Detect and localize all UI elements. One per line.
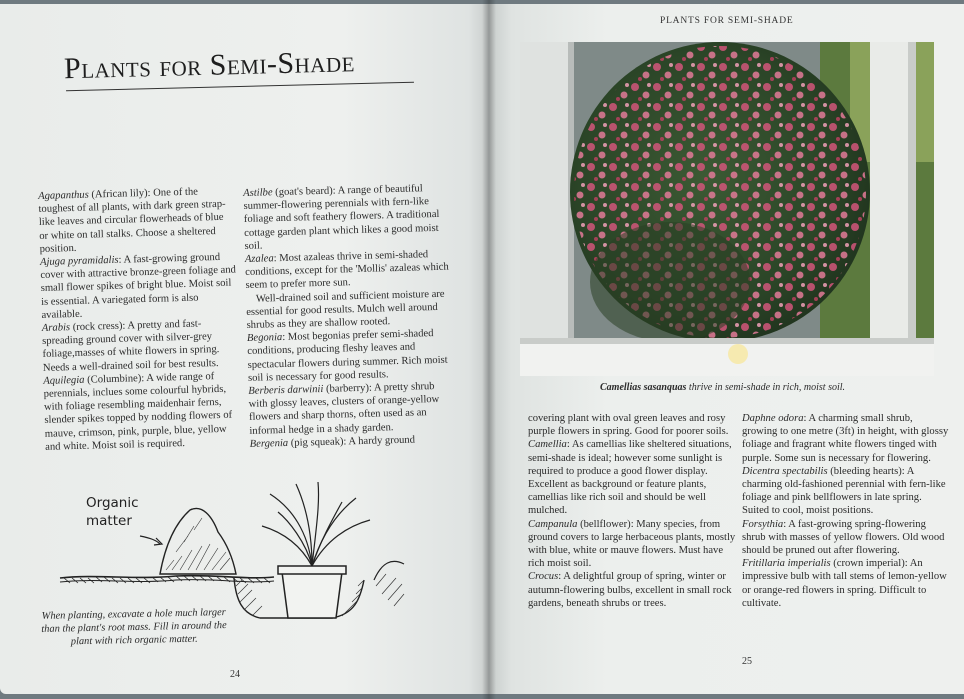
entry-term: Aquilegia [43,374,85,387]
entry-term: Ajuga pyramidalis [39,254,119,268]
entry-text: (goat's beard): A range of beautiful summer-flowering perennials with fern-like foliage and soft feathery flowers. A traditional cottage garden plant which likes a good moist soil. [243,183,440,252]
page-number: 24 [230,669,240,680]
entry [245,248,452,293]
entry-term: Forsythia [742,518,784,530]
entry-text: : A delightful group of spring, winter or autumn-flowering bulbs, excellent in small rock gardens, beneath shrubs or trees. [528,571,732,609]
book-gutter [482,0,496,699]
entry-text: : A fast-growing ground cover with attractive bronze-green foliage and small flower spikes of bright blue. Moist soil is essential. A variegated form is also available. [40,251,237,321]
entry [248,380,455,438]
entry-term: Arabis [41,322,71,334]
entry-text: (pig squeak): A hardy ground [288,434,416,449]
entry-text: covering plant with oval green leaves and rosy purple flowers in spring. Good for poorer soils. [528,413,729,438]
entry [42,317,239,375]
entry-text: : A fast-growing spring-flowering shrub with masses of yellow flowers. Old wood should be pruned out after flowering. [742,518,945,557]
right-page [488,4,964,694]
left-column-1 [38,185,241,454]
caption-species: Camellias sasanquas [600,382,687,393]
entry-term: Crocus [528,571,559,583]
entry [43,369,241,454]
entry-text: : Most begonias prefer semi-shaded conditions, producing fleshy leaves and spectacular flowers during summer. Rich moist soil is necessary for good results. [247,328,448,384]
entry [38,185,236,256]
right-column-1 [528,412,736,610]
entry-text: : As camellias like sheltered situations, semi-shade is ideal; however some sunlight is required to produce a good flower display. Excellent as background or feature plants, camellias like rich soil and should be well mulched. [528,439,732,517]
entry-text: (African lily): One of the toughest of all plants, with dark green strap-like leaves and circular flowerheads of blue or white on tall stalks. Choose a sheltered position. [38,186,226,255]
entry [246,287,453,332]
entry [247,327,454,385]
page-title: Plants for Semi-Shade [63,45,356,86]
entry [40,251,238,322]
entry-text: : A charming small shrub, growing to one metre (3ft) in height, with glossy foliage and fragrant white flowers tinged with purple. Some sun is necessary for flowering. [742,413,949,464]
page-number: 25 [742,656,752,667]
entry-text: (Columbine): A wide range of perennials, inclues some colourful hybrids, with foliage resembling maidenhair ferns, slender spikes topped by nodding flowers of mauve, crimson, pink, purple, blue, yellow and white. Moist soil is required. [43,370,233,453]
entry [528,518,736,571]
entry [243,182,451,253]
entry [742,557,950,610]
running-head: PLANTS FOR SEMI-SHADE [660,16,794,26]
left-page [0,4,488,694]
photo-caption [600,382,845,393]
illustration-caption: When planting, excavate a hole much larger than the plant's root mass. Fill in around the plant with rich organic matter. [41,607,227,648]
entry-text: (bleeding hearts): A charming old-fashioned perennial with fern-like foliage and pink bellflowers in late spring. Suited to cool, moist positions. [742,465,946,517]
entry-term: Berberis darwinii [248,384,324,397]
entry [742,465,950,518]
entry-term: Astilbe [243,187,273,199]
entry-term: Dicentra spectabilis [742,465,828,477]
entry [528,438,736,517]
entry-term: Fritillaria imperialis [742,558,831,570]
entry-term: Bergenia [249,437,289,450]
right-column-2 [742,412,950,610]
entry-term: Azalea [244,253,274,265]
entry-term: Begonia [246,332,283,345]
entry-text: (rock cress): A pretty and fast-spreading ground cover with silver-grey foliage,masses of white flowers in spring. Needs a well-drained soil for best results. [42,318,220,374]
entry-text: : Most azaleas thrive in semi-shaded conditions, except for the 'Mollis' azaleas which seem to prefer more sun. [245,249,449,292]
entry-term: Camellia [528,439,567,451]
entry [528,412,736,438]
entry [742,518,950,558]
entry [528,570,736,610]
entry-text: (crown imperial): An impressive bulb with tall stems of lemon-yellow or orange-red flowers in spring. Difficult to cultivate. [742,558,947,609]
entry-text: (bellflower): Many species, from ground covers to large herbaceous plants, mostly with blue, white or mauve flowers. Must have rich moist soil. [528,518,736,570]
left-column-2 [243,182,456,451]
camellia-photo [520,42,934,376]
organic-matter-label: Organic matter [86,495,139,529]
entry-text: Well-drained soil and sufficient moisture are essential for good results. Mulch well around shrubs as they are shallow rooted. [246,288,445,331]
entry-text: (barberry): A pretty shrub with glossy leaves, clusters of orange-yellow flowers and sharp thorns, often used as an informal hedge in a shady garden. [248,381,440,437]
caption-text: thrive in semi-shade in rich, moist soil. [686,382,846,393]
entry-term: Daphne odora [742,413,804,424]
entry-term: Campanula [528,518,578,530]
entry [742,412,950,465]
camellia-image [520,42,934,376]
entry-term: Agapanthus [38,189,89,202]
